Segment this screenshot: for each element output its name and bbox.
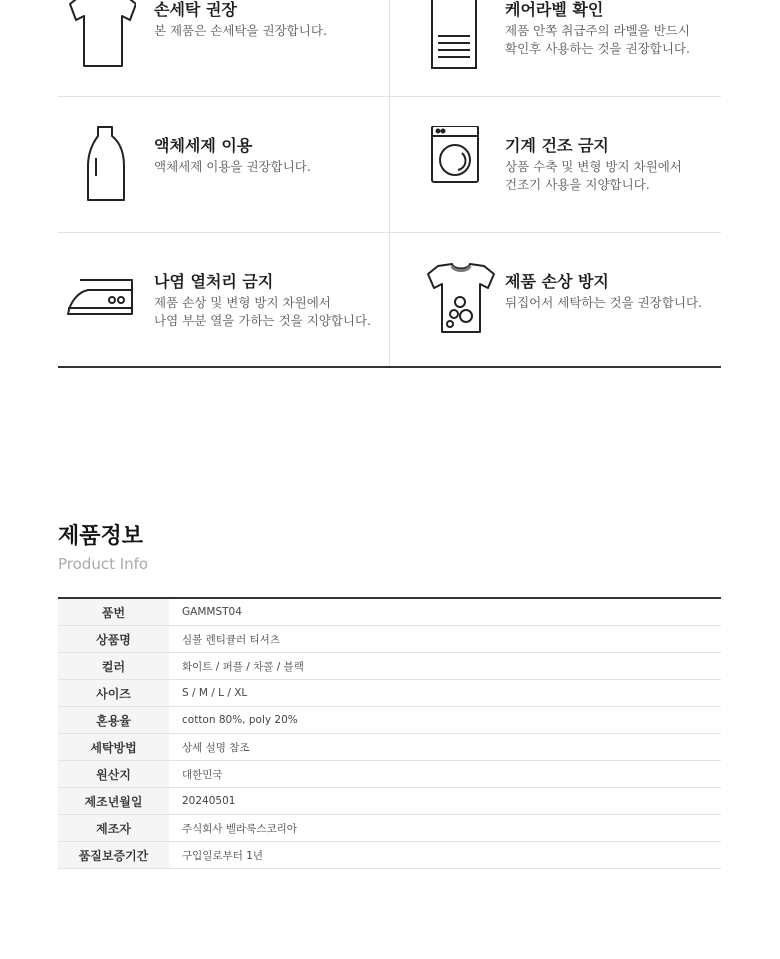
tshirt-icon [66,0,136,70]
product-info-table [58,597,721,869]
care-description-line: 건조기 사용을 지양합니다. [505,177,650,192]
table-row [58,680,721,707]
care-label-icon [426,0,496,70]
care-description [154,294,371,330]
table-row [58,707,721,734]
spec-label: 품질보증기간 [58,842,169,869]
spec-label: 제조자 [58,815,169,842]
spec-label: 사이즈 [58,680,169,707]
care-title: 나염 열처리 금지 [154,272,274,291]
care-title: 제품 손상 방지 [505,272,609,291]
spec-label: 원산지 [58,761,169,788]
care-title: 손세탁 권장 [154,0,237,19]
table-row [58,598,721,626]
care-item-damage-prevention [390,232,721,368]
care-description [154,158,311,176]
spec-value: 대한민국 [169,761,721,788]
care-item-liquid-detergent [58,96,389,232]
care-row [58,96,721,233]
spec-label: 혼용율 [58,707,169,734]
spec-value: 상세 설명 참조 [169,734,721,761]
table-row [58,734,721,761]
spec-value: GAMMST04 [169,598,721,626]
spec-label: 품번 [58,598,169,626]
care-description-line: 뒤집어서 세탁하는 것을 권장합니다. [505,295,703,310]
care-title: 기계 건조 금지 [505,136,609,155]
care-description-line: 제품 안쪽 취급주의 라벨을 반드시 [505,23,690,38]
product-info-subtitle: Product Info [58,555,149,573]
spec-label: 컬러 [58,653,169,680]
care-title: 액체세제 이용 [154,136,253,155]
spec-value: 심볼 렌티큘러 티셔츠 [169,626,721,653]
care-description [505,22,690,58]
spec-value: cotton 80%, poly 20% [169,707,721,734]
spec-value: 20240501 [169,788,721,815]
care-title: 케어라벨 확인 [505,0,604,19]
table-row [58,626,721,653]
care-description-line: 액체세제 이용을 권장합니다. [154,159,311,174]
care-description-line: 상품 수축 및 변형 방지 차원에서 [505,159,682,174]
care-description [505,294,702,312]
care-item-care-label [390,0,721,96]
table-row [58,842,721,869]
printed-tshirt-icon [426,262,496,342]
care-item-no-tumble-dry [390,96,721,232]
table-row [58,761,721,788]
care-instructions [58,0,721,367]
spec-value: S / M / L / XL [169,680,721,707]
spec-value: 화이트 / 퍼플 / 차콜 / 블랙 [169,653,721,680]
iron-icon [66,262,136,342]
table-row [58,653,721,680]
spec-value: 구입일로부터 1년 [169,842,721,869]
care-description-line: 확인후 사용하는 것을 권장합니다. [505,41,690,56]
spec-label: 세탁방법 [58,734,169,761]
table-row [58,815,721,842]
care-description-line: 제품 손상 및 변형 방지 차원에서 [154,295,331,310]
washing-machine-icon [426,126,496,206]
care-row [58,0,721,97]
spec-value: 주식회사 벨라룩스코리아 [169,815,721,842]
care-item-hand-wash [58,0,389,96]
care-description-line: 나염 부분 열을 가하는 것을 지양합니다. [154,313,372,328]
care-description [154,22,327,40]
spec-label: 상품명 [58,626,169,653]
care-item-no-heat-print [58,232,389,368]
care-row [58,232,721,368]
care-description [505,158,682,194]
spec-label: 제조년월일 [58,788,169,815]
product-info-title: 제품정보 [58,524,144,549]
table-row [58,788,721,815]
detergent-bottle-icon [66,126,136,206]
care-description-line: 본 제품은 손세탁을 권장합니다. [154,23,327,38]
